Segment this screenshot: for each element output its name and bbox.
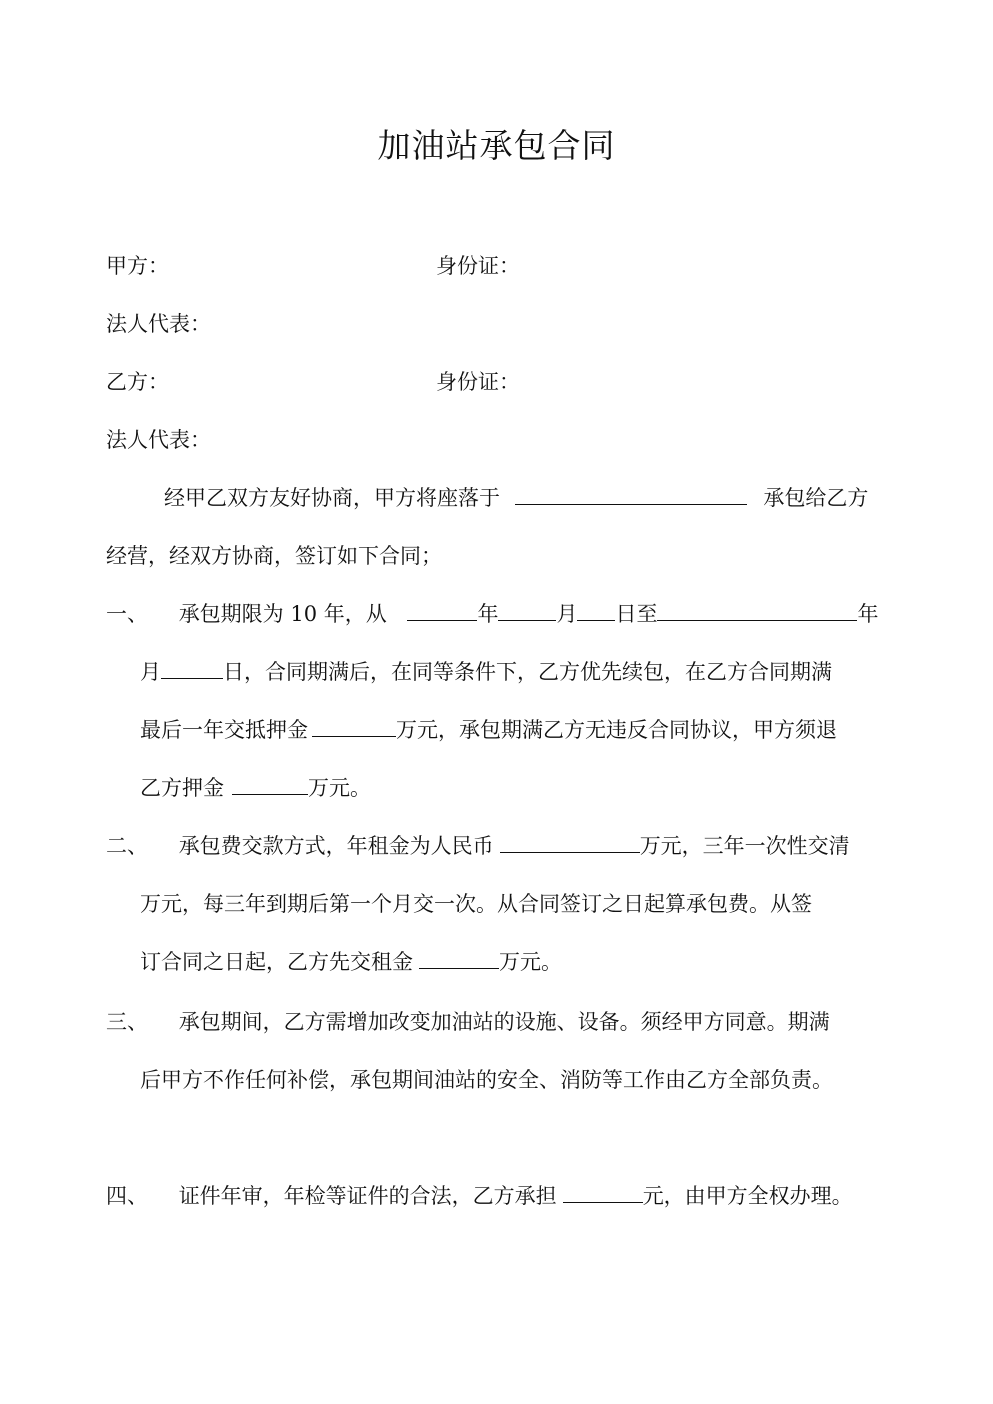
clause-1-line-3 <box>140 714 940 746</box>
start-month-blank <box>498 600 556 621</box>
location-blank <box>515 484 747 505</box>
clause-1-text-5: 乙方押金 <box>140 776 224 800</box>
party-a-row <box>106 250 906 282</box>
end-year-blank <box>657 600 857 621</box>
deposit-blank-2 <box>232 774 308 795</box>
clause-2-text-4: 订合同之日起，乙方先交租金 <box>140 950 413 974</box>
clause-2-line-3 <box>140 946 940 978</box>
intro-text-3: 经营，经双方协商，签订如下合同； <box>106 544 442 568</box>
clause-3-number: 三、 <box>106 1010 148 1034</box>
clause-1-number: 一、 <box>106 602 148 626</box>
party-a-id-label: 身份证： <box>436 254 520 278</box>
clause-2-text-3: 万元，每三年到期后第一个月交一次。从合同签订之日起算承包费。从签 <box>140 892 812 916</box>
clause-4-number: 四、 <box>106 1184 148 1208</box>
clause-1-line-4 <box>140 772 940 804</box>
clause-3-text-2: 后甲方不作任何补偿，承包期间油站的安全、消防等工作由乙方全部负责。 <box>140 1068 833 1092</box>
intro-line-2 <box>106 540 906 572</box>
party-a-rep-row <box>106 308 906 340</box>
clause-4-line-1 <box>106 1180 906 1212</box>
month-label-1: 月 <box>556 602 578 626</box>
month-label-2: 月 <box>140 660 161 684</box>
party-b-id-label: 身份证： <box>436 370 520 394</box>
party-b-row <box>106 366 906 398</box>
start-year-blank <box>407 600 477 621</box>
clause-1-text-6: 万元。 <box>308 776 371 800</box>
party-a-rep-label: 法人代表： <box>106 312 211 336</box>
party-b-label: 乙方： <box>106 370 169 394</box>
clause-1-line-2 <box>140 656 940 688</box>
clause-3-line-2 <box>140 1064 940 1096</box>
license-fee-blank <box>563 1182 643 1203</box>
deposit-blank-1 <box>312 716 396 737</box>
intro-text-2: 承包给乙方 <box>763 486 869 510</box>
day-label-1: 日至 <box>615 602 658 626</box>
document-title: 加油站承包合同 <box>377 126 616 165</box>
clause-2-text-5: 万元。 <box>499 950 562 974</box>
clause-2-line-2 <box>140 888 940 920</box>
clause-1-line-1 <box>106 598 906 630</box>
clause-2-line-1 <box>106 830 906 862</box>
clause-2-text-2: 万元，三年一次性交清 <box>639 834 850 858</box>
intro-text-1: 经甲乙双方友好协商，甲方将座落于 <box>164 486 500 510</box>
clause-1-text-3: 最后一年交抵押金 <box>140 718 308 742</box>
party-b-rep-row <box>106 424 906 456</box>
party-b-rep-label: 法人代表： <box>106 428 211 452</box>
clause-2-number: 二、 <box>106 834 148 858</box>
clause-3-line-1 <box>106 1006 906 1038</box>
rent-deposit-blank <box>419 948 499 969</box>
start-day-blank <box>577 600 615 621</box>
clause-4-text-2: 元，由甲方全权办理。 <box>642 1184 853 1208</box>
clause-3-text-1: 承包期间，乙方需增加改变加油站的设施、设备。须经甲方同意。期满 <box>178 1010 830 1034</box>
clause-1-text-4: 万元，承包期满乙方无违反合同协议，甲方须退 <box>396 718 837 742</box>
intro-line-1 <box>164 482 964 514</box>
clause-1-text-2: 日，合同期满后，在同等条件下，乙方优先续包，在乙方合同期满 <box>223 660 832 684</box>
annual-rent-blank <box>500 832 640 853</box>
clause-4-text-1: 证件年审，年检等证件的合法，乙方承担 <box>178 1184 557 1208</box>
end-day-blank <box>161 658 223 679</box>
clause-1-text: 承包期限为 10 年，从 <box>178 602 387 626</box>
year-label-2: 年 <box>857 602 879 626</box>
party-a-label: 甲方： <box>106 254 169 278</box>
clause-2-text-1: 承包费交款方式，年租金为人民币 <box>178 834 494 858</box>
year-label-1: 年 <box>477 602 499 626</box>
